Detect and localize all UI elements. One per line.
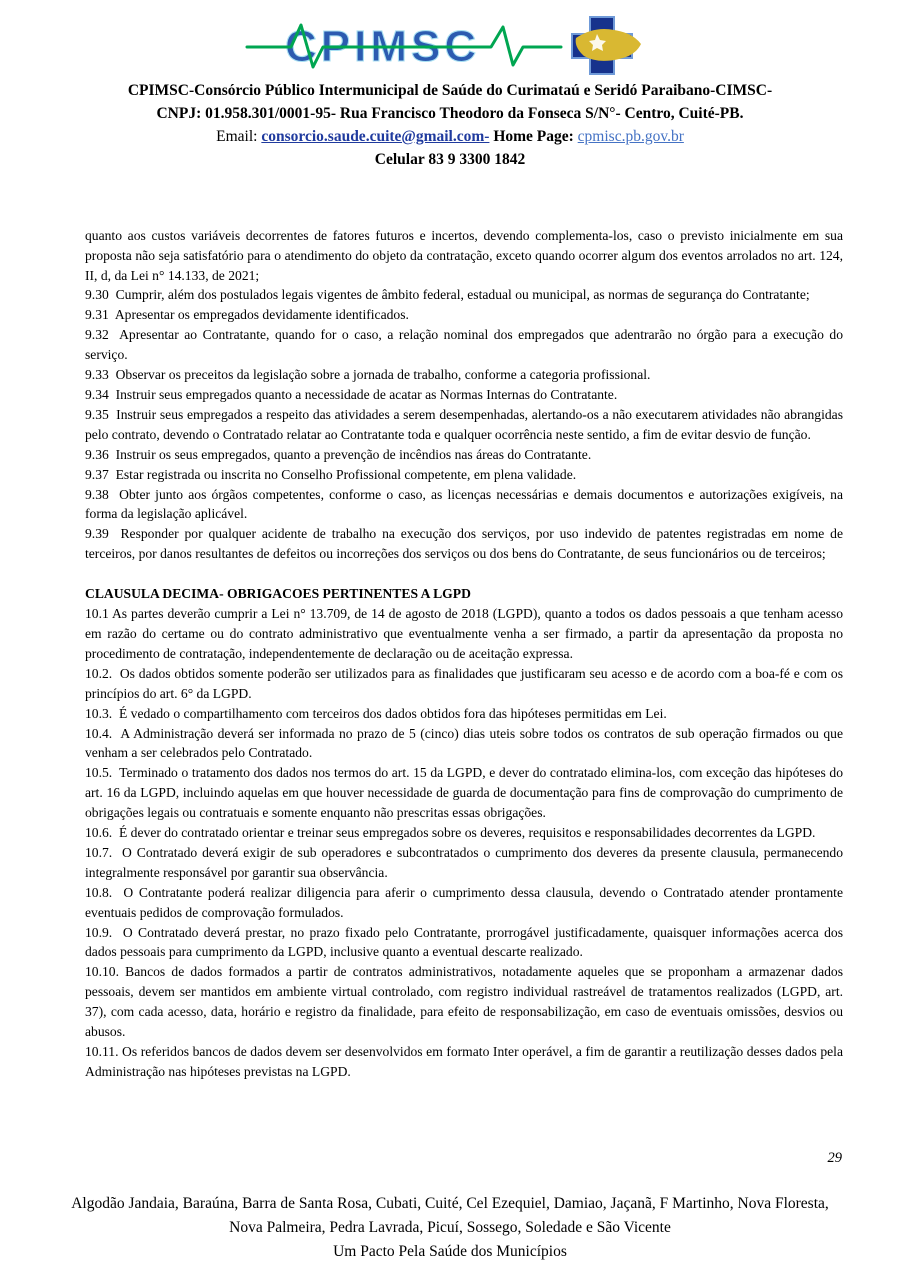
body-paragraph: 10.6. É dever do contratado orientar e treinar seus empregados sobre os deveres, requisitos e responsabilidades decorrentes da LGPD. [85, 825, 816, 841]
body-paragraph: 10.4. A Administração deverá ser informada no prazo de 5 (cinco) dias uteis sobre todos os contratos de sub operação firmados ou que venham a ser celebrados pelo Contratado. [85, 725, 843, 761]
logo-graphic [245, 14, 655, 78]
body-paragraph: 9.36 Instruir os seus empregados, quanto a prevenção de incêndios nas áreas do Contratante. [85, 446, 592, 462]
org-name-line: CPIMSC-Consórcio Público Intermunicipal de Saúde do Curimataú e Seridó Paraibano-CIMSC- [127, 82, 773, 99]
document-footer [0, 1192, 900, 1263]
homepage-label: Home Page: [493, 127, 574, 145]
cross-map-icon [572, 17, 641, 74]
address-text: Rua Francisco Theodoro da Fonseca S/N°- Centro, Cuité-PB. [339, 104, 744, 122]
body-paragraph: 9.37 Estar registrada ou inscrita no Conselho Profissional competente, em plena validade. [85, 466, 577, 482]
body-paragraph: 10.10. Bancos de dados formados a partir de contratos administrativos, notadamente aqueles que se proponham a armazenar dados pessoais, devem ser mantidos em ambiente virtual controlado, com registro individual rastreável de tratamentos realizados (LGPD, art. 37), com cada acesso, data, horário e registro da finalidade, para efeito de responsabilização, em caso de eventuais omissões, desvios ou abusos. [85, 964, 843, 1040]
letterhead [0, 0, 900, 172]
body-paragraph: 10.11. Os referidos bancos de dados devem ser desenvolvidos em formato Inter operável, a fim de garantir a reutilização desses dados pela Administração nas hipóteses previstas na LGPD. [85, 1044, 843, 1079]
clause-heading: CLAUSULA DECIMA- OBRIGACOES PERTINENTES A LGPD [85, 586, 471, 602]
document-body [85, 226, 843, 1082]
cpimsc-logo [0, 12, 900, 80]
page-number: 29 [827, 1150, 842, 1166]
body-paragraph: 9.39 Responder por qualquer acidente de trabalho na execução dos serviços, por uso indevido de patentes registradas em nome de terceiros, por danos resultantes de defeitos ou incorreções dos serviços ou dos bens do Contratante, de seus funcionários ou de terceiros; [85, 526, 843, 562]
email-label: Email: [216, 127, 258, 145]
body-paragraph: 10.3. É vedado o compartilhamento com terceiros dos dados obtidos fora das hipóteses permitidas em Lei. [85, 705, 667, 721]
body-paragraph: 10.8. O Contratante poderá realizar diligencia para aferir o cumprimento dessa clausula, devendo o Contratado atender prontamente eventuais pedidos de comprovação formulados. [85, 884, 843, 920]
body-paragraph: 9.38 Obter junto aos órgãos competentes, conforme o caso, as licenças necessárias e demais documentos e autorizações exigíveis, na forma da legislação aplicável. [85, 486, 843, 522]
body-paragraph: 10.9. O Contratado deverá prestar, no prazo fixado pelo Contratante, prorrogável justificadamente, quaisquer informações acerca dos dados pessoais para cumprimento da LGPD, inclusive quanto a eventual descarte realizado. [85, 924, 843, 960]
body-paragraph: 9.31 Apresentar os empregados devidamente identificados. [85, 307, 409, 323]
email-homepage-line [0, 126, 900, 149]
footer-motto: Um Pacto Pela Saúde dos Municípios [333, 1242, 567, 1260]
body-paragraph: 9.33 Observar os preceitos da legislação sobre a jornada de trabalho, conforme a categoria profissional. [85, 367, 651, 383]
body-paragraph: 9.35 Instruir seus empregados a respeito das atividades a serem desempenhadas, alertando-os a não executarem atividades não abrangidas pelo contrato, devendo o Contratado relatar ao Contratante toda e qualquer ocorrência neste sentido, a fim de evitar desvio de função. [85, 406, 843, 442]
logo-wordmark: CPIMSC [285, 22, 481, 71]
cnpj-value: CNPJ: 01.958.301/0001-95- [156, 104, 337, 122]
body-paragraph: 10.2. Os dados obtidos somente poderão ser utilizados para as finalidades que justificaram seu acesso e de acordo com a boa-fé e com os princípios do art. 6° da LGPD. [85, 665, 843, 701]
cnpj-address-line [0, 103, 900, 126]
body-paragraph: 9.32 Apresentar ao Contratante, quando for o caso, a relação nominal dos empregados que adentrarão no órgão para a execução do serviço. [85, 327, 843, 363]
homepage-link[interactable]: cpmisc.pb.gov.br [577, 127, 684, 145]
body-paragraph: 9.30 Cumprir, além dos postulados legais vigentes de âmbito federal, estadual ou municipal, as normas de segurança do Contratante; [85, 287, 810, 303]
body-paragraph: 10.5. Terminado o tratamento dos dados nos termos do art. 15 da LGPD, e dever do contratado elimina-los, com exceção das hipóteses do art. 16 da LGPD, incluindo aquelas em que houver necessidade de guarda de documentação para fins de comprovação do cumprimento de obrigações legais ou contratuais e somente enquanto não prescritas essas obrigações. [85, 765, 843, 821]
body-paragraph: 9.34 Instruir seus empregados quanto a necessidade de acatar as Normas Internas do Contratante. [85, 387, 618, 402]
body-paragraph: 10.7. O Contratado deverá exigir de sub operadores e subcontratados o cumprimento dos deveres da presente clausula, permanecendo integralmente responsável por garantir sua observância. [85, 844, 843, 880]
phone-line: Celular 83 9 3300 1842 [374, 150, 526, 168]
footer-municipalities: Algodão Jandaia, Baraúna, Barra de Santa Rosa, Cubati, Cuité, Cel Ezequiel, Damiao, Jaçanã, F Martinho, Nova Floresta, Nova Palmeira, Pedra Lavrada, Picuí, Sossego, Soledade e São Vicente [71, 1195, 829, 1236]
body-paragraph: 10.1 As partes deverão cumprir a Lei n° 13.709, de 14 de agosto de 2018 (LGPD), quanto a todos os dados pessoais a que tenham acesso em razão do certame ou do contrato administrativo que eventualmente venha a ser firmado, a partir da apresentação da proposta no procedimento de contratação, independentemente de declaração ou de aceitação expressa. [85, 606, 843, 661]
body-paragraph: quanto aos custos variáveis decorrentes de fatores futuros e incertos, devendo complementa-los, caso o previsto inicialmente em sua proposta não seja satisfatório para o atendimento do objeto da contratação, exceto quando ocorrer algum dos eventos arrolados no art. 124, II, d, da Lei n° 14.133, de 2021; [85, 227, 843, 283]
email-link[interactable]: consorcio.saude.cuite@gmail.com- [261, 127, 490, 145]
